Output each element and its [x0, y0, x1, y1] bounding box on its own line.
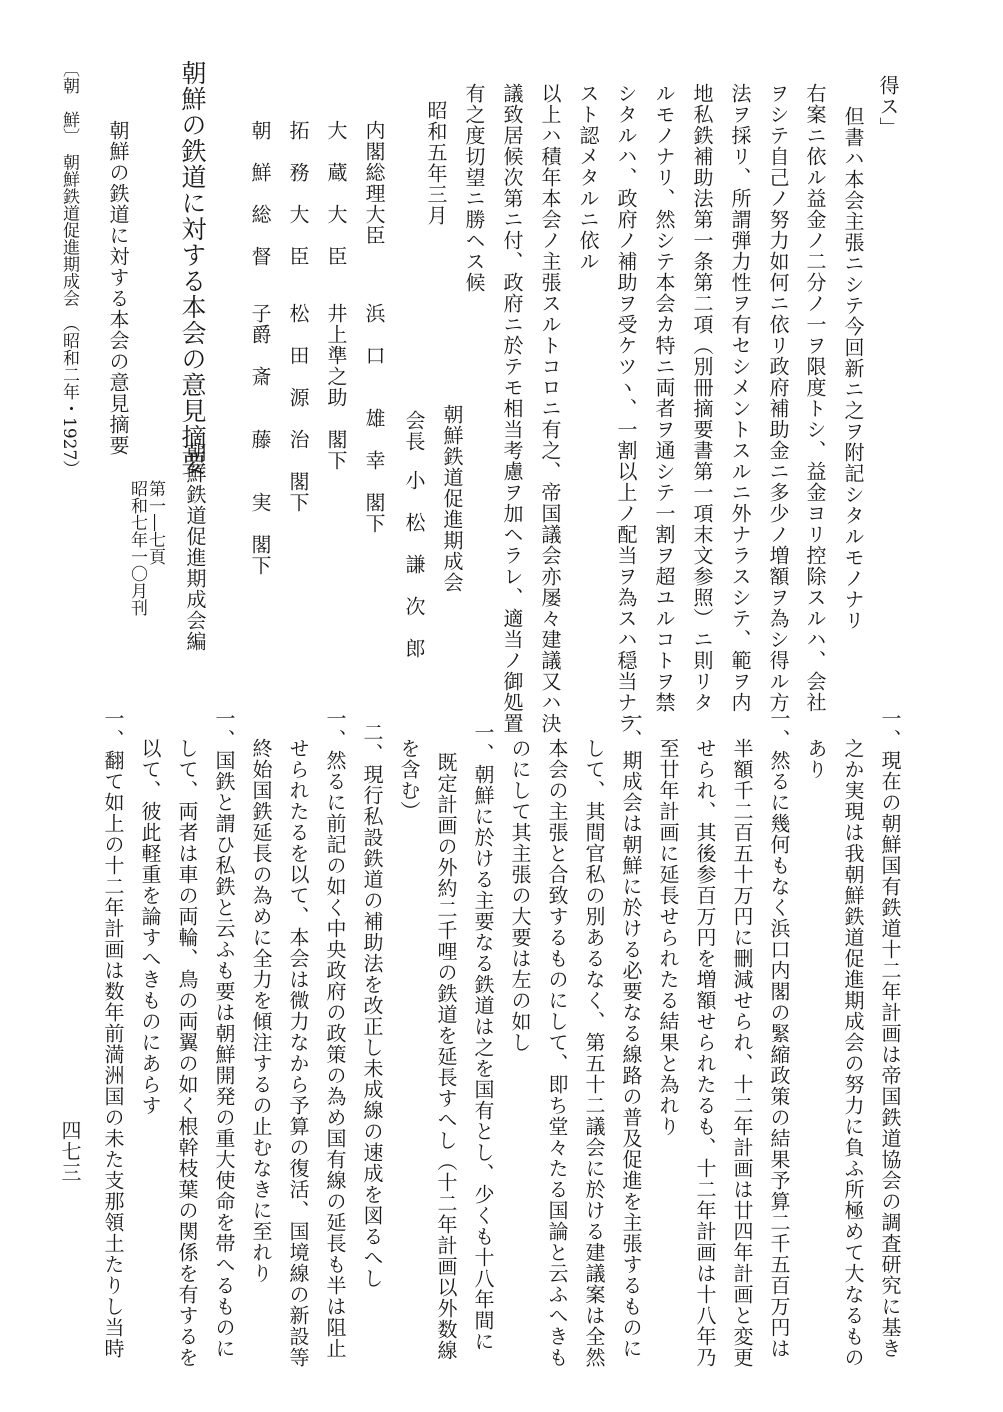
section-subtitle: 朝鮮の鉄道に対する本会の意見摘要: [106, 120, 130, 456]
lower-line-3: あり: [804, 738, 828, 780]
upper-line-6: 地私鉄補助法第一条第二項（別冊摘要書第一項末文参照）ニ則リタ: [690, 83, 714, 713]
lower-line-21: 以て、彼此軽重を論すへきものにあらす: [138, 738, 162, 1116]
lower-line-17: せられたるを以て、本会は微力なから予算の復活、国境線の新設等: [286, 738, 310, 1368]
upper-line-12: 有之度切望ニ勝ヘス候: [462, 83, 486, 293]
lower-line-12: 一、朝鮮に於ける主要なる鉄道は之を国有とし、少くも十八年間に: [471, 722, 495, 1352]
lower-line-8: 一、期成会は朝鮮に於ける必要なる線路の普及促進を主張するものに: [619, 708, 643, 1359]
lower-line-9: して、其間官私の別あるなく、第五十二議会に於ける建議案は全然: [582, 738, 606, 1368]
lower-line-20: して、両者は車の両輪、鳥の両翼の如く根幹枝葉の関係を有するを: [175, 738, 199, 1368]
lower-line-16: 一、然るに前記の如く中央政府の政策の為め国有線の延長も半は阻止: [323, 708, 347, 1359]
signer-title: 会長: [402, 410, 426, 452]
lower-line-6: せられ、其後参百万円を増額せられたるも、十二年計画は十八年乃: [693, 738, 717, 1368]
addressee-name-3: 松 田 源 治 閣下: [286, 303, 310, 513]
upper-line-4: ヲシテ自己ノ努力如何ニ依リ政府補助金ニ多少ノ増額ヲ為シ得ル方: [766, 83, 790, 713]
lower-line-11: のにして其主張の大要は左の如し: [508, 738, 532, 1053]
addressee-name-2: 井上準之助 閣下: [324, 303, 348, 471]
lower-line-5: 半額千二百五十万円に刪減せられ、十二年計画は廿四年計画と変更: [730, 738, 754, 1368]
addressee-title-4: 朝 鮮 総 督: [248, 120, 272, 267]
lower-line-7: 至廿年計画に延長せられたる結果と為れり: [656, 738, 680, 1137]
lower-line-18: 終始国鉄延長の為めに全力を傾注するの止むなきに至れり: [249, 738, 273, 1284]
lower-line-2: 之か実現は我朝鮮鉄道促進期成会の努力に負ふ所極めて大なるもの: [841, 738, 865, 1368]
addressee-title-2: 大 蔵 大 臣: [324, 120, 348, 267]
upper-line-9: スト認メタルニ依ル: [576, 83, 600, 272]
lower-line-4: 一、然るに幾何もなく浜口内閣の緊縮政策の結果予算二千五百万円は: [767, 708, 791, 1359]
lower-line-15: 二、現行私設鉄道の補助法を改正し未成線の速成を図るへし: [360, 722, 384, 1289]
upper-line-7: ルモノナリ、然シテ本会カ特ニ両者ヲ通シテ一割ヲ超ユルコトヲ禁: [652, 83, 676, 713]
addressee-title-3: 拓 務 大 臣: [286, 120, 310, 267]
lower-line-14: を含む）: [397, 738, 421, 822]
section-title: 朝鮮の鉄道に対する本会の意見摘要: [178, 60, 207, 476]
upper-line-1: 得ス」: [876, 75, 900, 138]
signer-organization: 朝鮮鉄道促進期成会: [440, 404, 464, 593]
upper-line-11: 議致居候次第ニ付、政府ニ於テモ相当考慮ヲ加ヘラレ、適当ノ御処置: [500, 83, 524, 734]
addressee-name-4: 子爵 斎 藤 実 閣下: [248, 303, 272, 576]
publication-pages: 第一―七頁: [145, 480, 165, 565]
upper-line-3: 右案ニ依ル益金ノ二分ノ一ヲ限度トシ、益金ヨリ控除スルハ、会社: [803, 83, 827, 713]
lower-line-10: 本会の主張と合致するものにして、即ち堂々たる国論と云ふへきも: [545, 738, 569, 1368]
lower-line-13: 既定計画の外約二千哩の鉄道を延長すへし（十二年計画以外数線: [434, 752, 458, 1361]
lower-line-1: 一、現在の朝鮮国有鉄道十二年計画は帝国鉄道協会の調査研究に基き: [878, 708, 902, 1359]
upper-line-10: 以上ハ積年本会ノ主張スルトコロニ有之、帝国議会亦屡々建議又ハ決: [538, 83, 562, 734]
footer-citation: 〔朝 鮮〕 朝鮮鉄道促進期成会 （昭和二年・1927）: [59, 60, 79, 478]
lower-line-19: 一、国鉄と謂ひ私鉄と云ふも要は朝鮮開発の重大使命を帯へるものに: [212, 708, 236, 1359]
section-editor: 朝鮮鉄道促進期成会編: [183, 442, 207, 652]
addressee-name-1: 浜 口 雄 幸 閣下: [362, 303, 386, 534]
lower-line-22: 一、翻て如上の十二年計画は数年前満洲国の未た支那領土たりし当時: [101, 708, 125, 1359]
upper-line-5: 法ヲ採リ、所謂弾力性ヲ有セシメントスルニ外ナラスシテ、範ヲ内: [728, 83, 752, 713]
letter-date: 昭和五年三月: [424, 100, 448, 226]
upper-line-2: 但書ハ本会主張ニシテ今回新ニ之ヲ附記シタルモノナリ: [841, 106, 865, 631]
publication-date: 昭和七年一〇月刊: [127, 480, 147, 616]
signer-name: 小 松 謙 次 郎: [402, 470, 426, 659]
page-number: 四七三: [58, 1120, 82, 1183]
addressee-title-1: 内閣総理大臣: [362, 120, 386, 246]
upper-line-8: シタルハ、政府ノ補助ヲ受ケツヽ、一割以上ノ配当ヲ為スハ穏当ナラ: [614, 83, 638, 734]
